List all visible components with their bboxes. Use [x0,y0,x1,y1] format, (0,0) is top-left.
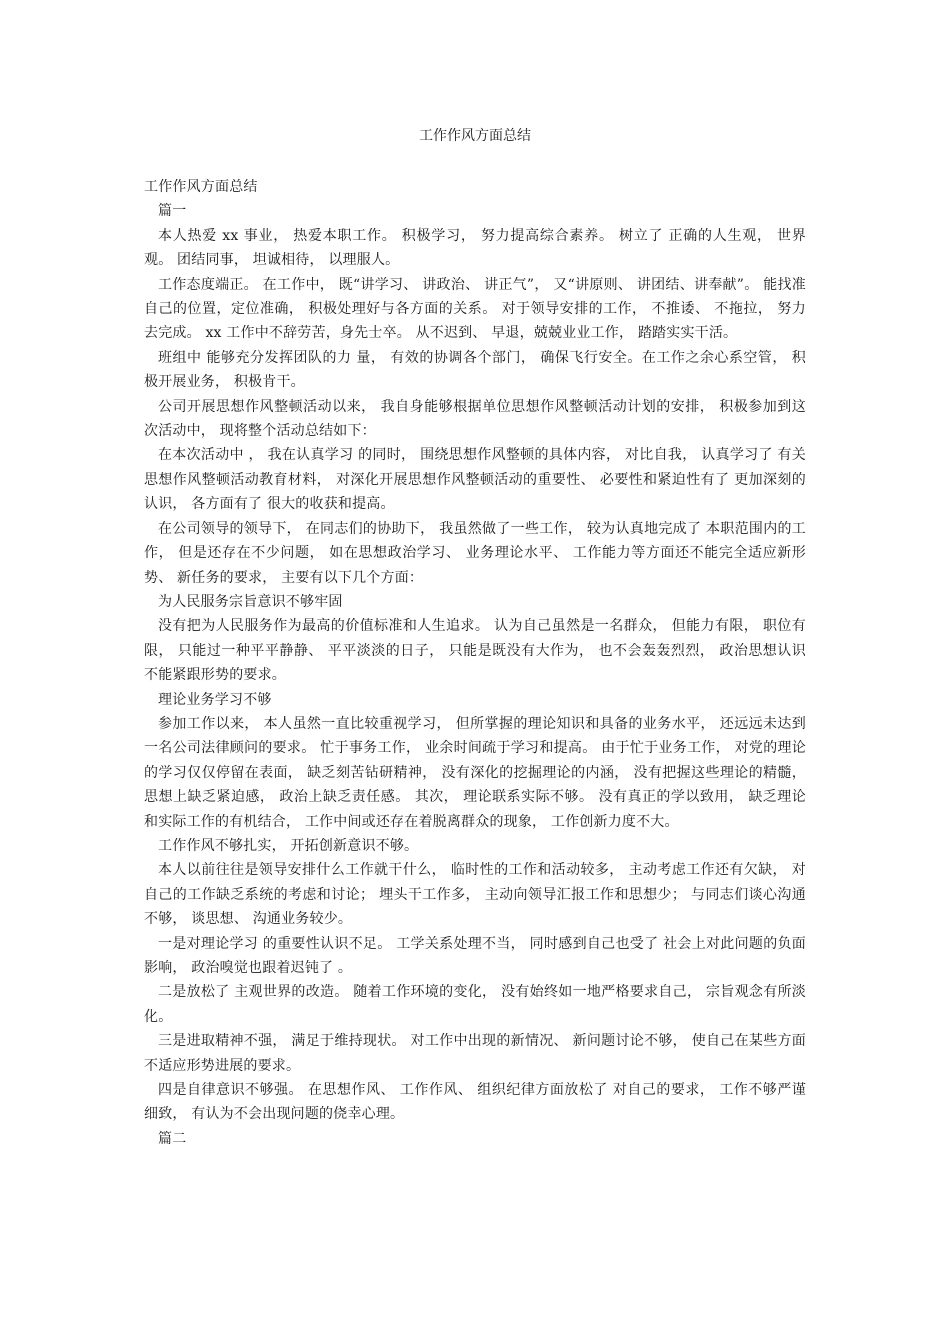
section-heading: 工作作风方面总结 [144,179,258,195]
paragraph: 工作态度端正。 在工作中， 既“讲学习、 讲政治、 讲正气”， 又“讲原则、 讲团结、讲奉献”。 能找准自己的位置，定位准确， 积极处理好与各方面的关系。 对于领导安排的工作， 不推诿、 不拖拉， 努力去完成。 xx 工作中不辞劳苦，身先士卒。 从不迟到、 早退，兢兢业业工作， 踏踏实实干活。 [144,276,806,342]
subheading: 理论业务学习不够 [158,691,272,708]
paragraph: 本人热爱 xx 事业， 热爱本职工作。 积极学习， 努力提高综合素养。 树立了 正确的人生观， 世界观。 团结同事， 坦诚相待， 以理服人。 [144,227,806,269]
paragraph: 没有把为人民服务作为最高的价值标准和人生追求。 认为自己虽然是一名群众， 但能力有限， 职位有限， 只能过一种平平静静、 平平淡淡的日子， 只能是既没有大作为， 也不会轰轰烈烈， 政治思想认识不能紧跟形势的要求。 [144,618,806,684]
part-label: 篇一 [158,203,187,220]
part-label: 篇二 [158,1130,187,1147]
subheading: 工作作风不够扎实， 开拓创新意识不够。 [158,837,419,854]
paragraph: 三是进取精神不强， 满足于维持现状。 对工作中出现的新情况、 新问题讨论不够， 使自己在某些方面不适应形势进展的要求。 [144,1033,806,1074]
document-body [144,175,806,1151]
paragraph: 班组中 能够充分发挥团队的力 量， 有效的协调各个部门， 确保飞行安全。在工作之余心系空管， 积极开展业务， 积极肯干。 [144,349,806,391]
subheading: 为人民服务宗旨意识不够牢固 [158,593,343,610]
paragraph: 在公司领导的领导下， 在同志们的协助下， 我虽然做了一些工作， 较为认真地完成了 本职范围内的工作， 但是还存在不少问题， 如在思想政治学习、 业务理论水平、 工作能力等方面还不能完全适应新形势、 新任务的要求， 主要有以下几个方面： [144,520,806,586]
paragraph: 四是自律意识不够强。 在思想作风、 工作作风、 组织纪律方面放松了 对自己的要求， 工作不够严谨细致， 有认为不会出现问题的侥幸心理。 [144,1082,806,1123]
paragraph: 公司开展思想作风整顿活动以来， 我自身能够根据单位思想作风整顿活动计划的安排， 积极参加到这次活动中， 现将整个活动总结如下： [144,398,806,440]
paragraph: 二是放松了 主观世界的改造。 随着工作环境的变化， 没有始终如一地严格要求自己， 宗旨观念有所淡化。 [144,984,806,1025]
paragraph: 在本次活动中 ， 我在认真学习 的同时， 围绕思想作风整顿的具体内容， 对比自我， 认真学习了 有关思想作风整顿活动教育材料， 对深化开展思想作风整顿活动的重要性、 必要性和紧迫性有了 更加深刻的认识， 各方面有了 很大的收获和提高。 [144,447,806,513]
document-title: 工作作风方面总结 [419,128,531,144]
paragraph: 一是对理论学习 的重要性认识不足。 工学关系处理不当， 同时感到自己也受了 社会上对此问题的负面影响， 政治嗅觉也跟着迟钝了 。 [144,935,806,976]
paragraph: 参加工作以来， 本人虽然一直比较重视学习， 但所掌握的理论知识和具备的业务水平， 还远远未达到一名公司法律顾问的要求。 忙于事务工作， 业余时间疏于学习和提高。 由于忙于业务工作， 对党的理论的学习仅仅停留在表面， 缺乏刻苦钻研精神， 没有深化的挖掘理论的内涵， 没有把握这些理论的精髓， 思想上缺乏紧迫感， 政治上缺乏责任感。 其次， 理论联系实际不够。 没有真正的学以致用， 缺乏理论和实际工作的有机结合， 工作中间或还存在着脱离群众的现象， 工作创新力度不大。 [144,715,806,830]
paragraph: 本人以前往往是领导安排什么工作就干什么， 临时性的工作和活动较多， 主动考虑工作还有欠缺， 对自己的工作缺乏系统的考虑和讨论； 埋头干工作多， 主动向领导汇报工作和思想少； 与同志们谈心沟通不够， 谈思想、 沟通业务较少。 [144,862,806,928]
